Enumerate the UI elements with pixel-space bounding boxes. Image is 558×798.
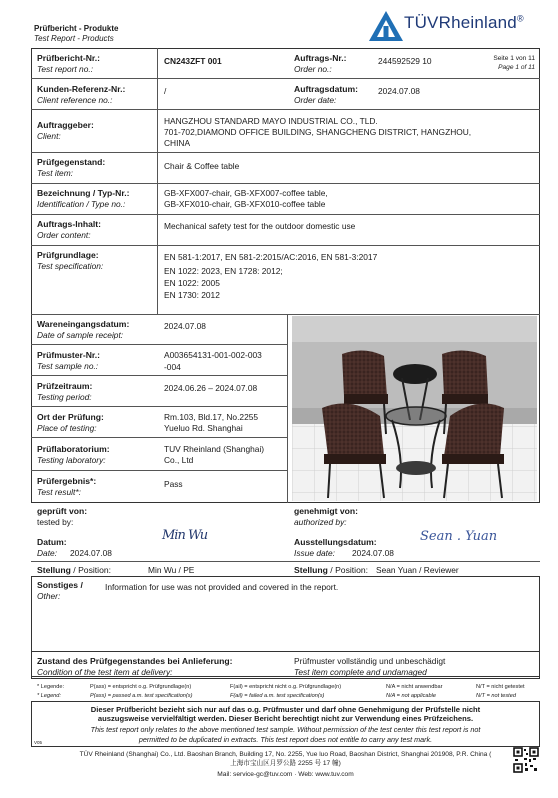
qr-code-icon [513, 747, 539, 773]
lab-line-2: Co., Ltd [164, 455, 194, 465]
disclaimer-en-2: permitted to be duplicated in extracts. This test report does not entitle to carry any test mark. [138, 735, 433, 744]
legend-fail-en: F(ail) = failed a.m. test specification(s) [230, 693, 325, 699]
condition-label-de: Zustand des Prüfgegenstandes bei Anlieferung: [37, 656, 233, 666]
footer-address-1: TÜV Rheinland (Shanghai) Co., Ltd. Baoshan Branch, Building 17, No. 2255, Yue luo Road, Baoshan District, Shanghai 201908, P.R. China ( [79, 751, 492, 758]
legend-nt-de: N/T = nicht getestet [476, 684, 525, 690]
legend-label-de: * Legende: [37, 684, 65, 690]
period-value: 2024.06.26 – 2024.07.08 [164, 383, 258, 393]
order-no-label-de: Auftrags-Nr.: [294, 53, 347, 63]
period-label-de: Prüfzeitraum: [37, 381, 93, 391]
row-divider [31, 470, 287, 471]
sample-no-line-1: A003654131-001-002-003 [164, 350, 262, 360]
page-number-de: Seite 1 von 11 [493, 55, 535, 62]
legend-na-de: N/A = nicht anwendbar [386, 684, 443, 690]
client-line-2: 701-702,DIAMOND OFFICE BUILDING, SHANGCHENG DISTRICT, HANGZHOU, [164, 127, 472, 137]
order-date-label-de: Auftragsdatum: [294, 84, 358, 94]
result-label-de: Prüfergebnis*: [37, 476, 97, 486]
order-content-value: Mechanical safety test for the outdoor domestic use [164, 221, 356, 231]
tested-by-label-de: geprüft von: [37, 506, 88, 516]
place-line-1: Rm.103, Bld.17, No.2255 [164, 412, 259, 422]
receipt-label-en: Date of sample receipt: [37, 330, 124, 340]
legend-pass-en: P(ass) = passed a.m. test specification(s) [90, 693, 193, 699]
client-label-en: Client: [37, 131, 61, 141]
order-date-label-en: Order date: [294, 95, 337, 105]
receipt-label-de: Wareneingangsdatum: [37, 319, 130, 329]
report-no-value: CN243ZFT 001 [164, 56, 222, 66]
order-no-label-en: Order no.: [294, 64, 332, 74]
report-no-label-en: Test report no.: [37, 64, 94, 74]
footer-address-2: 上海市宝山区月罗公路 2255 号 17 幢) [230, 760, 341, 767]
client-line-1: HANGZHOU STANDARD MAYO INDUSTRIAL CO., TLD. [164, 116, 378, 126]
tuv-triangle-logo-icon [368, 10, 404, 42]
legend-label-en: * Legend: [37, 693, 61, 699]
order-no-value: 244592529 10 [378, 56, 432, 66]
issue-date-value: 2024.07.08 [352, 548, 394, 558]
disclaimer-en-1: This test report only relates to the above mentioned test sample. Without permission of the test center this test report is not [90, 725, 481, 734]
lab-line-1: TUV Rheinland (Shanghai) [164, 444, 265, 454]
tested-position-value: Min Wu / PE [148, 565, 195, 575]
test-item-value: Chair & Coffee table [164, 161, 240, 171]
brand-name: TÜVRheinland® [404, 13, 524, 32]
authorized-by-label-de: genehmigt von: [294, 506, 358, 516]
row-divider [31, 561, 540, 562]
model-label-de: Bezeichnung / Typ-Nr.: [37, 188, 130, 198]
column-divider [157, 48, 158, 314]
tested-date-value: 2024.07.08 [70, 548, 112, 558]
row-divider [31, 314, 540, 315]
period-label-en: Testing period: [37, 392, 92, 402]
order-content-label-de: Auftrags-Inhalt: [37, 219, 101, 229]
sample-no-label-de: Prüfmuster-Nr.: [37, 350, 101, 360]
authorized-by-label-en: authorized by: [294, 517, 347, 527]
report-type-de: Prüfbericht - Produkte [34, 24, 119, 33]
model-line-1: GB-XFX007-chair, GB-XFX007-coffee table, [164, 188, 328, 198]
date-label-en: Date: [37, 548, 58, 558]
result-label-en: Test result*: [37, 487, 81, 497]
report-type-en: Test Report - Products [34, 34, 114, 43]
row-divider [31, 437, 287, 438]
other-label-de: Sonstiges / [37, 580, 83, 590]
row-divider [31, 109, 540, 110]
model-line-2: GB-XFX010-chair, GB-XFX010-coffee table [164, 199, 326, 209]
form-code: V05 [34, 740, 43, 745]
spec-line-4: EN 1730: 2012 [164, 290, 220, 300]
row-divider [31, 183, 540, 184]
row-divider [31, 406, 287, 407]
issue-date-label-de: Ausstellungsdatum: [294, 537, 377, 547]
sample-no-label-en: Test sample no.: [37, 361, 99, 371]
disclaimer-de-2: auszugsweise vervielfältigt werden. Dieser Bericht berechtigt nicht zur Verwendung eines Prüfzeichens. [97, 714, 474, 723]
condition-value-de: Prüfmuster vollständig und unbeschädigt [294, 656, 446, 666]
place-line-2: Yueluo Rd. Shanghai [164, 423, 243, 433]
sample-no-line-2: -004 [164, 362, 181, 372]
other-value: Information for use was not provided and covered in the report. [105, 582, 339, 592]
client-ref-value: / [164, 86, 167, 96]
test-item-label-en: Test item: [37, 168, 73, 178]
client-ref-label-de: Kunden-Referenz-Nr.: [37, 84, 126, 94]
spec-label-de: Prüfgrundlage: [37, 250, 99, 260]
spec-line-3: EN 1022: 2005 [164, 278, 220, 288]
row-divider [31, 375, 287, 376]
spec-line-1: EN 581-1:2017, EN 581-2:2015/AC:2016, EN 581-3:2017 [164, 252, 378, 262]
authorized-position-value: Sean Yuan / Reviewer [376, 565, 459, 575]
row-divider [31, 245, 540, 246]
legend-pass-de: P(ass) = entspricht o.g. Prüfgrundlage(n) [90, 684, 192, 690]
legend-na-en: N/A = not applicable [386, 693, 437, 699]
row-divider [31, 214, 540, 215]
condition-label-en: Condition of the test item at delivery: [37, 667, 173, 677]
other-label-en: Other: [37, 591, 61, 601]
report-no-label-de: Prüfbericht-Nr.: [37, 53, 101, 63]
lab-label-de: Prüflaboratorium: [37, 444, 110, 454]
authorized-position-label: Stellung / Position: [294, 565, 369, 575]
condition-value-en: Test item complete and undamaged [294, 667, 427, 677]
row-divider [31, 78, 540, 79]
authorized-by-signature: Sean . Yuan [420, 529, 498, 544]
receipt-value: 2024.07.08 [164, 321, 206, 331]
lab-label-en: Testing laboratory: [37, 455, 106, 465]
tested-by-label-en: tested by: [37, 517, 74, 527]
page-number-en: Page 1 of 11 [498, 64, 535, 71]
order-date-value: 2024.07.08 [378, 86, 420, 96]
footer-contact: Mail: service-gc@tuv.com · Web: www.tuv.com [217, 771, 354, 778]
test-item-label-de: Prüfgegenstand: [37, 157, 106, 167]
model-label-en: Identification / Type no.: [37, 199, 126, 209]
test-item-photo [292, 316, 537, 501]
photo-divider [287, 314, 288, 503]
date-label-de: Datum: [37, 537, 67, 547]
spec-label-en: Test specification: [37, 261, 104, 271]
issue-date-label-en: Issue date: [294, 548, 335, 558]
order-content-label-en: Order content: [37, 230, 91, 240]
tested-position-label: Stellung / Position: [37, 565, 112, 575]
legend-fail-de: F(ail) = entspricht nicht o.g. Prüfgrundlage(n) [230, 684, 342, 690]
place-label-en: Place of testing: [37, 423, 97, 433]
client-ref-label-en: Client reference no.: [37, 95, 113, 105]
legend-nt-en: N/T = not tested [476, 693, 516, 699]
result-value: Pass [164, 479, 183, 489]
row-divider [31, 152, 540, 153]
place-label-de: Ort der Prüfung: [37, 412, 104, 422]
client-label-de: Auftraggeber: [37, 120, 94, 130]
tested-by-signature: Min Wu [162, 528, 208, 543]
disclaimer-de-1: Dieser Prüfbericht bezieht sich nur auf das o.g. Prüfmuster und darf ohne Genehmigung der Prüfstelle nicht [90, 705, 481, 714]
spec-line-2: EN 1022: 2023, EN 1728: 2012; [164, 266, 283, 276]
row-divider [31, 344, 287, 345]
client-line-3: CHINA [164, 138, 191, 148]
